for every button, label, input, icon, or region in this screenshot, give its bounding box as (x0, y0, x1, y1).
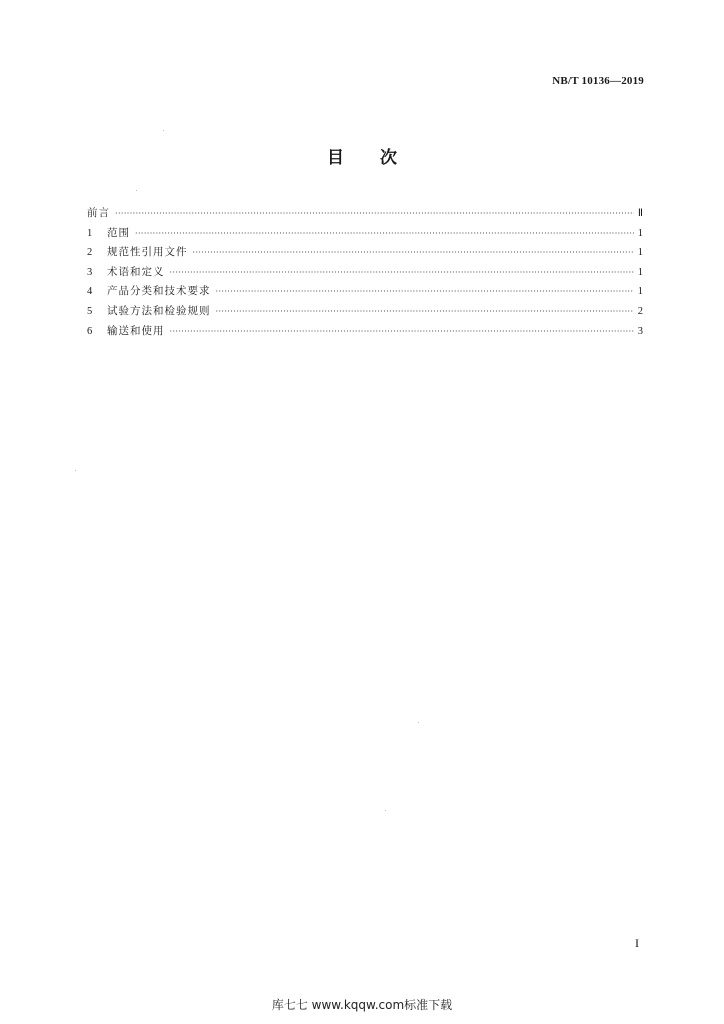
scan-speck (385, 810, 386, 811)
toc-entry-page: 1 (637, 266, 643, 278)
toc-entry-label: 产品分类和技术要求 (107, 285, 211, 298)
toc-entry-label: 试验方法和检验规则 (107, 304, 211, 317)
toc-entry-number: 2 (87, 247, 93, 259)
download-watermark: 库七七 www.kqqw.com标准下载 (271, 998, 453, 1012)
toc-entry-label: 术语和定义 (107, 265, 165, 278)
toc-entry-label: 范围 (107, 226, 130, 239)
toc-title-right: 次 (380, 148, 397, 168)
toc-entry-label: 输送和使用 (107, 324, 165, 337)
toc-entry-foreword[interactable] (87, 204, 643, 224)
toc-entry-terms-definitions[interactable] (87, 263, 643, 283)
scan-speck (163, 130, 164, 131)
toc-dot-leader (216, 282, 634, 302)
toc-entry-scope[interactable] (87, 224, 643, 244)
toc-entry-normative-references[interactable] (87, 243, 643, 263)
toc-entry-transport-use[interactable] (87, 322, 643, 342)
toc-entry-number: 1 (87, 227, 93, 239)
toc-dot-leader (170, 263, 634, 283)
toc-entry-label: 规范性引用文件 (107, 246, 188, 259)
toc-title-left: 目 (327, 148, 344, 168)
toc-entry-page: 1 (637, 247, 643, 259)
scan-speck (418, 722, 419, 723)
toc-entry-page: 1 (637, 227, 643, 239)
standard-code: NB/T 10136—2019 (552, 75, 644, 87)
scan-speck (136, 190, 137, 191)
toc-entry-page: 2 (637, 305, 643, 317)
toc-entry-number: 4 (87, 286, 93, 298)
scan-speck (75, 470, 76, 471)
toc-entry-page: Ⅱ (637, 208, 643, 219)
toc-entry-page: 3 (637, 325, 643, 337)
toc-dot-leader (193, 243, 634, 263)
toc-entry-test-methods[interactable] (87, 302, 643, 322)
toc-list (87, 204, 643, 341)
toc-title (0, 143, 724, 168)
toc-entry-label: 前言 (87, 207, 110, 219)
toc-entry-page: 1 (637, 286, 643, 298)
toc-entry-classification-requirements[interactable] (87, 282, 643, 302)
page-number: I (635, 936, 639, 950)
toc-dot-leader (170, 322, 634, 342)
toc-entry-number: 5 (87, 305, 93, 317)
toc-dot-leader (115, 204, 634, 224)
toc-entry-number: 6 (87, 325, 93, 337)
toc-dot-leader (135, 224, 634, 244)
toc-dot-leader (216, 302, 634, 322)
toc-entry-number: 3 (87, 266, 93, 278)
